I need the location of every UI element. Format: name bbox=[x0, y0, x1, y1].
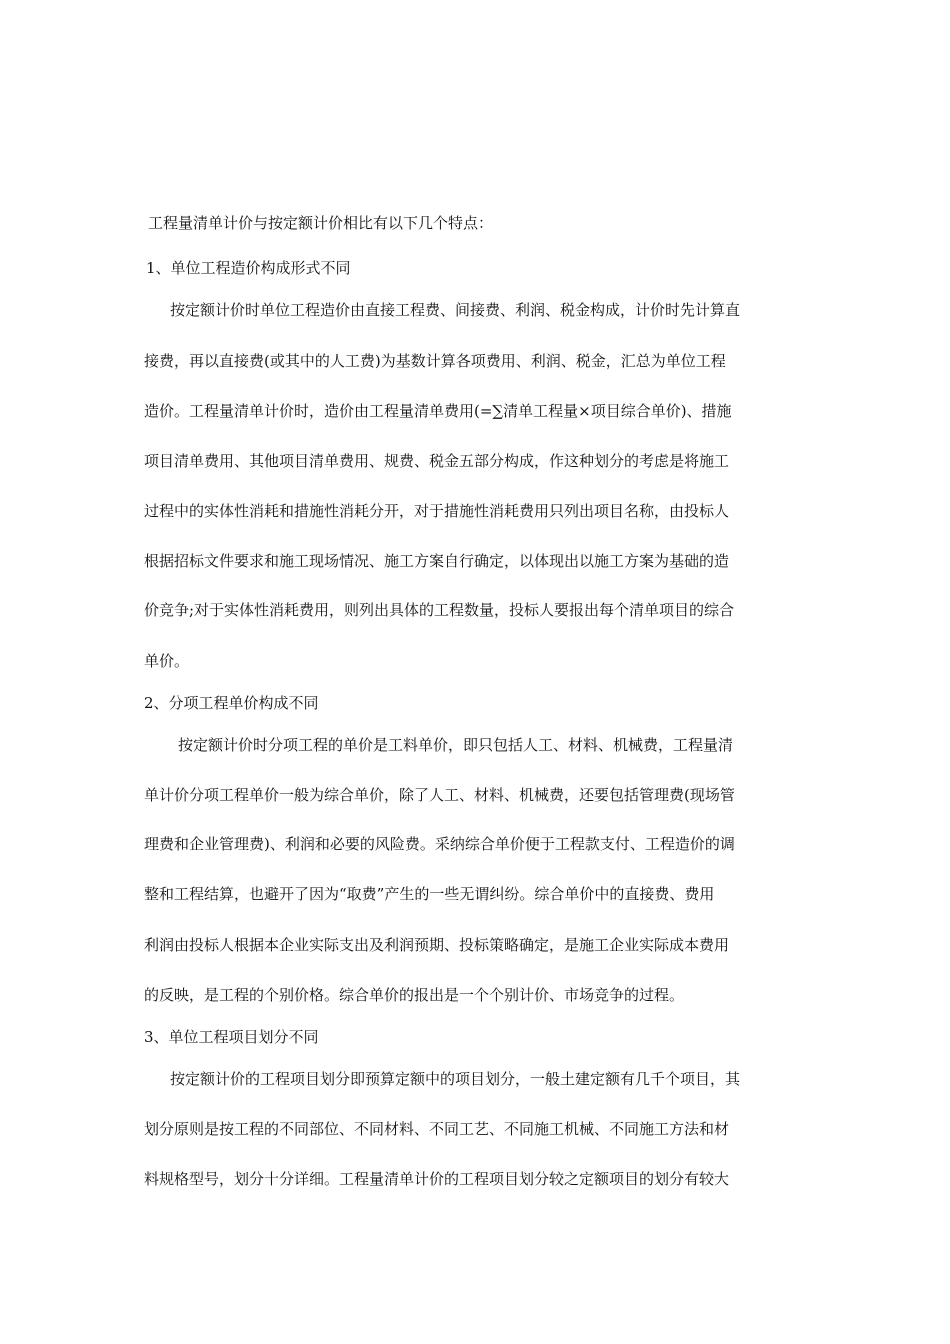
intro-text: 工程量清单计价与按定额计价相比有以下几个特点： bbox=[148, 214, 494, 232]
paragraph-line: 单价。 bbox=[144, 652, 190, 670]
paragraph-line: 接费，再以直接费(或其中的人工费)为基数计算各项费用、利润、税金，汇总为单位工程 bbox=[144, 352, 726, 370]
paragraph-line: 的反映，是工程的个别价格。综合单价的报出是一个个别计价、市场竞争的过程。 bbox=[144, 986, 685, 1004]
paragraph-line: 价竞争;对于实体性消耗费用，则列出具体的工程数量，投标人要报出每个清单项目的综合 bbox=[144, 601, 735, 619]
paragraph-line: 料规格型号，划分十分详细。工程量清单计价的工程项目划分较之定额项目的划分有较大 bbox=[144, 1170, 730, 1188]
paragraph-line: 利润由投标人根据本企业实际支出及利润预期、投标策略确定，是施工企业实际成本费用 bbox=[144, 936, 730, 954]
paragraph-line: 按定额计价时分项工程的单价是工料单价，即只包括人工、材料、机械费，工程量清 bbox=[178, 736, 734, 754]
section-heading-3: 3、单位工程项目划分不同 bbox=[144, 1028, 319, 1046]
paragraph-line: 过程中的实体性消耗和措施性消耗分开，对于措施性消耗费用只列出项目名称，由投标人 bbox=[144, 502, 730, 520]
paragraph-line: 划分原则是按工程的不同部位、不同材料、不同工艺、不同施工机械、不同施工方法和材 bbox=[144, 1120, 730, 1138]
paragraph-line: 按定额计价时单位工程造价由直接工程费、间接费、利润、税金构成，计价时先计算直 bbox=[170, 301, 741, 319]
paragraph-line: 单计价分项工程单价一般为综合单价，除了人工、材料、机械费，还要包括管理费(现场管 bbox=[144, 786, 735, 804]
paragraph-line: 项目清单费用、其他项目清单费用、规费、税金五部分构成，作这种划分的考虑是将施工 bbox=[144, 452, 730, 470]
paragraph-line: 造价。工程量清单计价时，造价由工程量清单费用(=∑清单工程量×项目综合单价)、措施 bbox=[144, 402, 732, 420]
section-heading-2: 2、分项工程单价构成不同 bbox=[144, 694, 319, 712]
paragraph-line: 按定额计价的工程项目划分即预算定额中的项目划分，一般土建定额有几千个项目，其 bbox=[170, 1070, 741, 1088]
paragraph-line: 整和工程结算，也避开了因为“取费”产生的一些无谓纠纷。综合单价中的直接费、费用 bbox=[144, 885, 715, 903]
paragraph-line: 根据招标文件要求和施工现场情况、施工方案自行确定，以体现出以施工方案为基础的造 bbox=[144, 552, 730, 570]
paragraph-line: 理费和企业管理费)、利润和必要的风险费。采纳综合单价便于工程款支付、工程造价的调 bbox=[144, 835, 735, 853]
section-heading-1: 1、单位工程造价构成形式不同 bbox=[146, 259, 351, 277]
